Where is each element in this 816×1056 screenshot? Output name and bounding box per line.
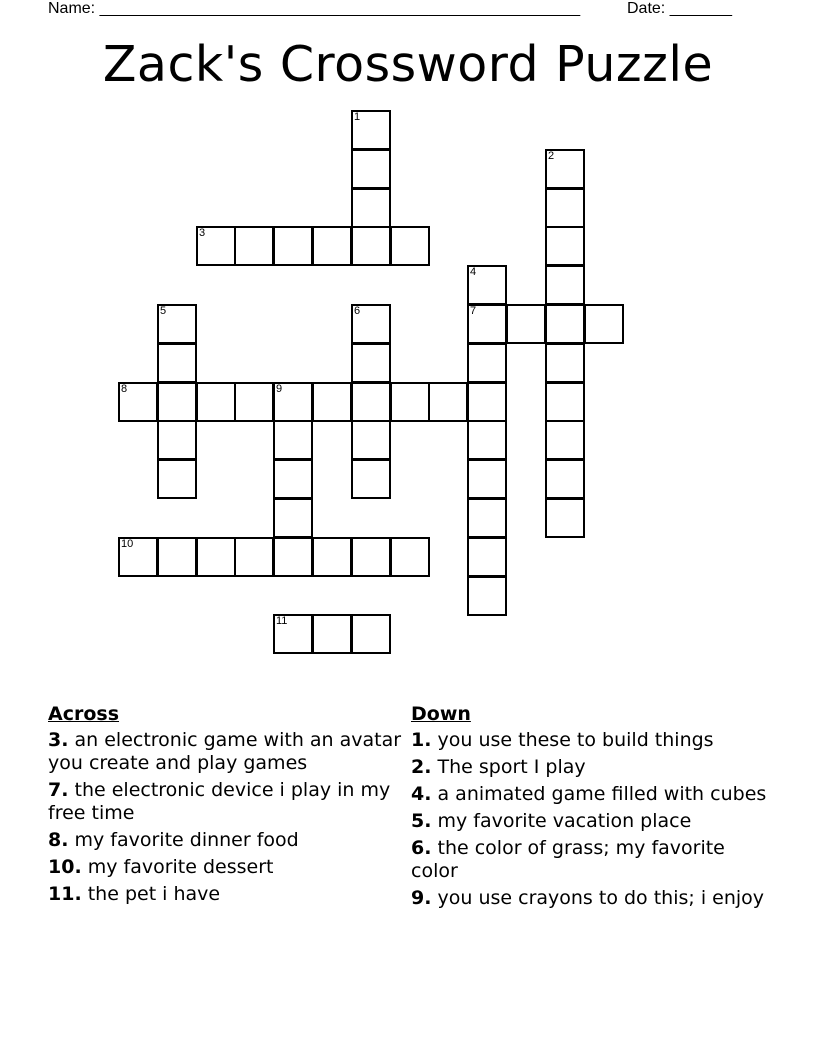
clue-number-label: 3	[199, 227, 206, 239]
clue-number: 8.	[48, 829, 69, 851]
clue-text: my favorite dinner food	[74, 829, 299, 851]
down-clues	[411, 703, 771, 914]
clue-number: 3.	[48, 729, 69, 751]
crossword-cell[interactable]	[545, 459, 585, 499]
crossword-cell[interactable]	[351, 459, 391, 499]
crossword-cell[interactable]	[312, 382, 352, 422]
clue-number-label: 10	[121, 538, 134, 550]
crossword-cell[interactable]	[467, 420, 507, 460]
clue-number-label: 4	[470, 266, 477, 278]
down-heading: Down	[411, 703, 471, 725]
crossword-cell[interactable]	[196, 382, 236, 422]
clue-number-label: 7	[470, 305, 477, 317]
crossword-cell[interactable]	[545, 498, 585, 538]
crossword-cell[interactable]	[545, 343, 585, 383]
clue-text: the electronic device i play in my free time	[48, 779, 391, 824]
clue-text: an electronic game with an avatar you create and play games	[48, 729, 402, 774]
clue-number-label: 5	[160, 305, 167, 317]
down-clue	[411, 729, 771, 752]
crossword-cell[interactable]	[351, 188, 391, 228]
crossword-cell[interactable]	[545, 149, 585, 189]
clue-text: you use these to build things	[437, 729, 714, 751]
clue-number-label: 9	[276, 383, 283, 395]
clue-number: 10.	[48, 856, 82, 878]
crossword-cell[interactable]	[467, 537, 507, 577]
clue-text: you use crayons to do this; i enjoy	[437, 887, 765, 909]
down-clue	[411, 887, 771, 910]
down-clue	[411, 783, 771, 806]
crossword-cell[interactable]	[390, 537, 430, 577]
clue-number: 11.	[48, 883, 82, 905]
page-title: Zack's Crossword Puzzle	[102, 36, 714, 93]
crossword-cell[interactable]	[467, 576, 507, 616]
crossword-cell[interactable]	[467, 304, 507, 344]
clue-number: 5.	[411, 810, 432, 832]
crossword-cell[interactable]	[545, 304, 585, 344]
crossword-cell[interactable]	[390, 226, 430, 266]
across-clues	[48, 703, 403, 910]
crossword-cell[interactable]	[234, 537, 274, 577]
crossword-cell[interactable]	[312, 614, 352, 654]
crossword-cell[interactable]	[157, 382, 197, 422]
crossword-cell[interactable]	[467, 343, 507, 383]
clue-text: the pet i have	[87, 883, 221, 905]
date-field: Date: _______	[627, 0, 732, 17]
crossword-cell[interactable]	[545, 226, 585, 266]
crossword-cell[interactable]	[545, 188, 585, 228]
across-clue	[48, 729, 403, 775]
clue-text: The sport I play	[437, 756, 586, 778]
crossword-cell[interactable]	[312, 537, 352, 577]
crossword-cell[interactable]	[545, 382, 585, 422]
crossword-cell[interactable]	[273, 614, 313, 654]
crossword-cell[interactable]	[157, 420, 197, 460]
crossword-cell[interactable]	[428, 382, 468, 422]
clue-text: my favorite vacation place	[437, 810, 692, 832]
clue-number-label: 6	[354, 305, 361, 317]
crossword-cell[interactable]	[157, 537, 197, 577]
clue-number: 4.	[411, 783, 432, 805]
clue-number-label: 11	[276, 615, 288, 627]
crossword-cell[interactable]	[545, 420, 585, 460]
crossword-cell[interactable]	[273, 382, 313, 422]
crossword-cell[interactable]	[351, 226, 391, 266]
crossword-cell[interactable]	[234, 226, 274, 266]
crossword-cell[interactable]	[273, 226, 313, 266]
crossword-cell[interactable]	[390, 382, 430, 422]
crossword-cell[interactable]	[196, 226, 236, 266]
clue-number: 1.	[411, 729, 432, 751]
crossword-cell[interactable]	[351, 304, 391, 344]
crossword-cell[interactable]	[273, 420, 313, 460]
crossword-cell[interactable]	[467, 382, 507, 422]
crossword-cell[interactable]	[273, 459, 313, 499]
crossword-cell[interactable]	[351, 382, 391, 422]
clue-number: 7.	[48, 779, 69, 801]
crossword-cell[interactable]	[351, 149, 391, 189]
crossword-cell[interactable]	[351, 537, 391, 577]
crossword-cell[interactable]	[351, 420, 391, 460]
crossword-cell[interactable]	[351, 110, 391, 150]
across-clue	[48, 829, 403, 852]
down-clue	[411, 837, 771, 883]
clue-number: 6.	[411, 837, 432, 859]
crossword-cell[interactable]	[467, 459, 507, 499]
crossword-cell[interactable]	[157, 304, 197, 344]
down-clue	[411, 756, 771, 779]
crossword-cell[interactable]	[584, 304, 624, 344]
crossword-cell[interactable]	[506, 304, 546, 344]
crossword-cell[interactable]	[196, 537, 236, 577]
crossword-cell[interactable]	[545, 265, 585, 305]
name-field: Name: ______________________________________________________	[48, 0, 581, 17]
clue-number-label: 2	[548, 150, 555, 162]
across-clue	[48, 883, 403, 906]
crossword-cell[interactable]	[118, 537, 158, 577]
crossword-cell[interactable]	[273, 537, 313, 577]
crossword-cell[interactable]	[273, 498, 313, 538]
clue-number: 9.	[411, 887, 432, 909]
clue-text: the color of grass; my favorite color	[411, 837, 725, 882]
crossword-cell[interactable]	[467, 498, 507, 538]
clue-text: a animated game filled with cubes	[437, 783, 767, 805]
across-clue	[48, 779, 403, 825]
crossword-cell[interactable]	[467, 265, 507, 305]
across-heading: Across	[48, 703, 120, 725]
crossword-cell[interactable]	[118, 382, 158, 422]
crossword-cell[interactable]	[351, 614, 391, 654]
clue-number: 2.	[411, 756, 432, 778]
clue-text: my favorite dessert	[87, 856, 274, 878]
crossword-cell[interactable]	[157, 459, 197, 499]
across-clue	[48, 856, 403, 879]
down-clue	[411, 810, 771, 833]
crossword-cell[interactable]	[157, 343, 197, 383]
crossword-cell[interactable]	[351, 343, 391, 383]
clue-number-label: 8	[121, 383, 128, 395]
clue-number-label: 1	[354, 111, 361, 123]
crossword-cell[interactable]	[234, 382, 274, 422]
crossword-cell[interactable]	[312, 226, 352, 266]
